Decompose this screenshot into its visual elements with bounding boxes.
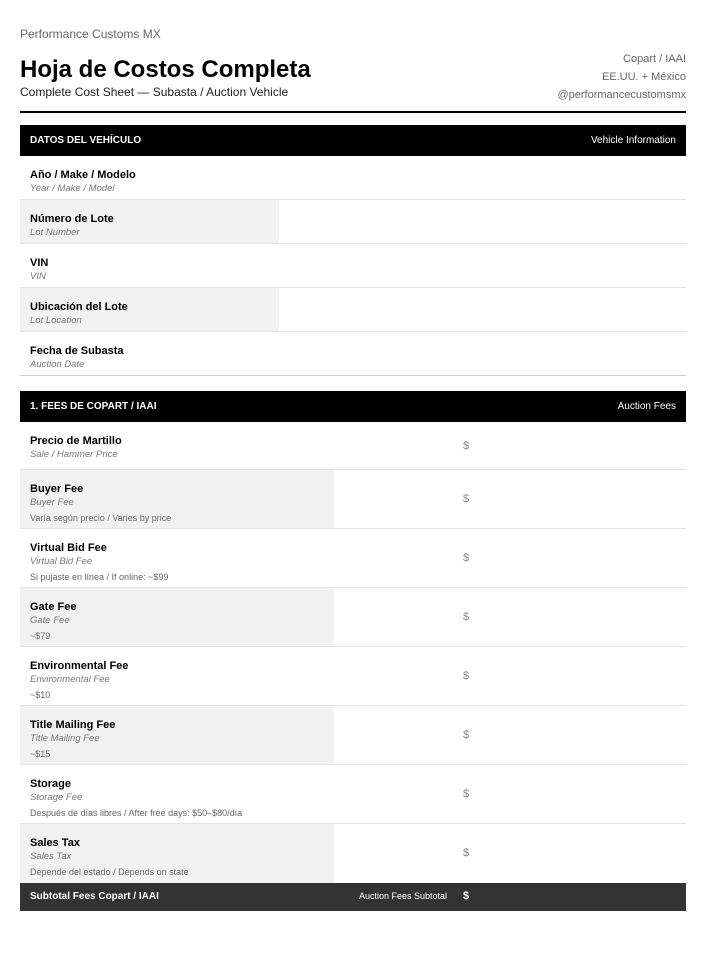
row-label-cell: [20, 332, 279, 375]
row-note: ~$15: [30, 749, 51, 759]
fee-row-gate-fee[interactable]: [20, 588, 686, 647]
currency-symbol: $: [463, 729, 470, 741]
page-subtitle: Complete Cost Sheet — Subasta / Auction Vehicle: [20, 85, 289, 99]
page-title: Hoja de Costos Completa: [20, 56, 311, 83]
row-label: Storage: [30, 778, 71, 790]
header-meta: [557, 50, 686, 104]
row-label-cell: [20, 288, 279, 331]
row-label-cell: [20, 765, 334, 823]
row-note: ~$10: [30, 690, 51, 700]
row-label: Fecha de Subasta: [30, 345, 124, 357]
vehicle-row-lot-number[interactable]: [20, 200, 686, 244]
row-label-cell: [20, 470, 334, 528]
row-label-cell: [20, 706, 334, 764]
fee-row-buyer-fee[interactable]: [20, 470, 686, 529]
row-label-cell: [20, 200, 279, 243]
fees-section: [20, 391, 686, 911]
vehicle-row-auction-date[interactable]: [20, 332, 686, 376]
row-sublabel: Sales Tax: [30, 851, 72, 862]
row-sublabel: Lot Number: [30, 227, 80, 238]
row-label: Buyer Fee: [30, 483, 84, 495]
row-sublabel: Lot Location: [30, 315, 82, 326]
row-label: Número de Lote: [30, 213, 114, 225]
fee-row-environmental-fee[interactable]: [20, 647, 686, 706]
fee-row-virtual-bid-fee[interactable]: [20, 529, 686, 588]
row-sublabel: Title Mailing Fee: [30, 733, 100, 744]
vehicle-section: [20, 125, 686, 376]
meta-region: EE.UU. + México: [601, 71, 686, 83]
vehicle-section-header: [20, 125, 686, 156]
row-label: Precio de Martillo: [30, 435, 122, 447]
currency-symbol: $: [463, 493, 470, 505]
row-label: VIN: [30, 257, 49, 269]
row-note: Depende del estado / Depends on state: [30, 867, 189, 877]
fee-row-storage[interactable]: [20, 765, 686, 824]
row-label-cell: [20, 156, 279, 199]
row-note: Varía según precio / Varies by price: [30, 513, 172, 523]
subtotal-currency-symbol: $: [463, 890, 470, 902]
meta-source: Copart / IAAI: [623, 53, 686, 65]
row-sublabel: Environmental Fee: [30, 674, 110, 685]
currency-symbol: $: [463, 847, 470, 859]
vehicle-row-year-make-model[interactable]: [20, 156, 686, 200]
row-sublabel: Auction Date: [30, 359, 85, 370]
row-sublabel: Buyer Fee: [30, 497, 74, 508]
row-label: Sales Tax: [30, 837, 80, 849]
row-label: Virtual Bid Fee: [30, 542, 107, 554]
row-label: Ubicación del Lote: [30, 301, 128, 313]
row-label-cell: [20, 588, 334, 646]
fee-row-hammer-price[interactable]: [20, 422, 686, 470]
row-label: Title Mailing Fee: [30, 719, 116, 731]
row-note: ~$79: [30, 631, 51, 641]
fees-subtotal-row[interactable]: [20, 883, 686, 911]
row-note: Si pujaste en línea / If online: ~$99: [30, 572, 169, 582]
currency-symbol: $: [463, 670, 470, 682]
header-divider: [20, 111, 686, 113]
currency-symbol: $: [463, 440, 470, 452]
row-sublabel: Virtual Bid Fee: [30, 556, 93, 567]
fees-section-title: 1. FEES DE COPART / IAAI: [30, 401, 157, 412]
fees-section-title-en: Auction Fees: [617, 401, 676, 412]
row-sublabel: Gate Fee: [30, 615, 70, 626]
row-label: Gate Fee: [30, 601, 77, 613]
vehicle-row-vin[interactable]: [20, 244, 686, 288]
fees-section-header: [20, 391, 686, 422]
subtotal-label-en: Auction Fees Subtotal: [359, 891, 448, 901]
row-label-cell: [20, 647, 334, 705]
row-label-cell: [20, 824, 334, 883]
row-sublabel: Sale / Hammer Price: [30, 449, 118, 460]
vehicle-section-title: DATOS DEL VEHÍCULO: [30, 135, 142, 146]
fee-row-sales-tax[interactable]: [20, 824, 686, 883]
vehicle-section-title-en: Vehicle Information: [590, 135, 676, 146]
row-sublabel: Year / Make / Model: [30, 183, 115, 194]
row-label-cell: [20, 422, 334, 469]
row-note: Después de días libres / After free days: $50–$80/día: [30, 808, 243, 818]
row-label: Environmental Fee: [30, 660, 129, 672]
row-label: Año / Make / Modelo: [30, 169, 136, 181]
row-sublabel: Storage Fee: [30, 792, 83, 803]
subtotal-label: Subtotal Fees Copart / IAAI: [30, 891, 159, 902]
row-label-cell: [20, 529, 334, 587]
fee-row-title-mailing-fee[interactable]: [20, 706, 686, 765]
currency-symbol: $: [463, 788, 470, 800]
brand-name: Performance Customs MX: [20, 27, 161, 41]
row-label-cell: [20, 244, 279, 287]
currency-symbol: $: [463, 611, 470, 623]
meta-handle: @performancecustomsmx: [557, 89, 686, 101]
currency-symbol: $: [463, 552, 470, 564]
vehicle-row-lot-location[interactable]: [20, 288, 686, 332]
row-sublabel: VIN: [30, 271, 46, 282]
